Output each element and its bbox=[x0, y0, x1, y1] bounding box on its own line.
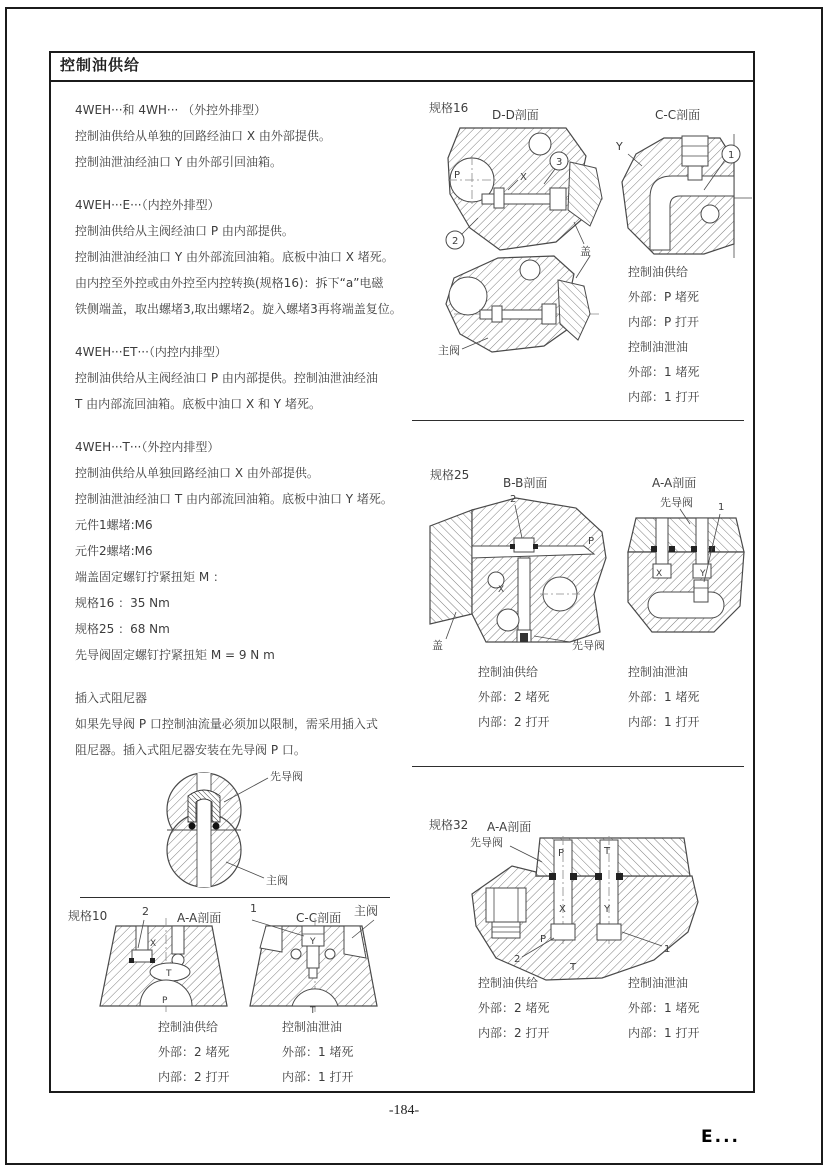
main-valve-label: 主阀 bbox=[438, 344, 460, 357]
spec25-section-bb-title: B-B剖面 bbox=[503, 476, 548, 490]
caption-title: 控制油泄油 bbox=[628, 340, 689, 354]
spec32-label: 规格32 bbox=[429, 818, 469, 832]
item-2-label: 2 bbox=[510, 494, 517, 505]
port-p-label: P bbox=[162, 996, 168, 1006]
spec32-section-aa-title: A-A剖面 bbox=[487, 820, 532, 834]
port-t-bottom-label: T bbox=[570, 962, 577, 973]
port-y-label: Y bbox=[310, 937, 316, 947]
text-section bbox=[75, 685, 411, 763]
spec25-label: 规格25 bbox=[430, 468, 470, 482]
section-line: 控制油泄油经油口 T 由内部流回油箱。底板中油口 Y 堵死。 bbox=[75, 492, 393, 506]
text-section bbox=[75, 192, 411, 322]
port-y-label: Y bbox=[604, 904, 611, 915]
spec10-item-1-label: 1 bbox=[250, 902, 257, 915]
item-3-balloon: 3 bbox=[556, 157, 563, 168]
caption-title: 控制油供给 bbox=[158, 1020, 219, 1034]
port-p-label: P bbox=[588, 536, 595, 547]
section-heading: 4WEH···ET···（内控内排型） bbox=[75, 345, 227, 359]
section-line: 先导阀固定螺钉拧紧扭矩 M = 9 N m bbox=[75, 648, 275, 662]
caption-line: 外部：1 堵死 bbox=[628, 690, 700, 704]
spec25-aa-section-drawing bbox=[618, 492, 754, 644]
section-divider bbox=[412, 420, 744, 421]
section-line: 阻尼器。插入式阻尼器安装在先导阀 P 口。 bbox=[75, 743, 306, 757]
caption-line: 内部：1 打开 bbox=[282, 1070, 354, 1084]
cover-label: 盖 bbox=[432, 639, 443, 652]
section-line: 元件1螺堵:M6 bbox=[75, 518, 153, 532]
item-1-balloon: 1 bbox=[728, 150, 735, 161]
caption-title: 控制油供给 bbox=[628, 265, 689, 279]
caption-title: 控制油供给 bbox=[478, 976, 539, 990]
page-title: 控制油供给 bbox=[51, 53, 753, 82]
spec16-dd-section-drawing bbox=[438, 122, 610, 258]
spec10-drain-caption bbox=[282, 1015, 353, 1090]
spec10-section-aa-title: A-A剖面 bbox=[177, 911, 222, 925]
caption-title: 控制油泄油 bbox=[628, 976, 689, 990]
section-line: 规格25 ：68 Nm bbox=[75, 622, 170, 636]
main-valve-label: 主阀 bbox=[266, 874, 288, 887]
spec32-aa-section-drawing bbox=[452, 832, 718, 988]
port-t-top-label: T bbox=[604, 846, 611, 857]
text-section bbox=[75, 97, 411, 175]
spec10-section-cc-title: C-C剖面 bbox=[296, 911, 342, 925]
page-number: -184- bbox=[388, 1103, 420, 1118]
caption-title: 控制油供给 bbox=[478, 665, 539, 679]
caption-line: 内部：1 打开 bbox=[628, 390, 700, 404]
brand-mark: E... bbox=[701, 1127, 740, 1147]
caption-line: 外部：1 堵死 bbox=[282, 1045, 354, 1059]
spec16-section-dd-title: D-D剖面 bbox=[492, 108, 539, 122]
caption-line: 内部：2 打开 bbox=[158, 1070, 230, 1084]
section-line: 由内控至外控或由外控至内控转换(规格16)：拆下“a”电磁 bbox=[75, 276, 384, 290]
spec10-supply-caption bbox=[158, 1015, 229, 1090]
section-line: 控制油供给从单独的回路经油口 X 由外部提供。 bbox=[75, 129, 331, 143]
port-t-label: T bbox=[166, 969, 172, 979]
spec16-caption bbox=[628, 260, 699, 410]
caption-line: 内部：1 打开 bbox=[628, 1026, 700, 1040]
spec25-drain-caption bbox=[628, 660, 699, 735]
caption-line: 外部：1 堵死 bbox=[628, 1001, 700, 1015]
section-line: 元件2螺堵:M6 bbox=[75, 544, 153, 558]
cover-label: 盖 bbox=[580, 245, 591, 258]
caption-line: 外部：2 堵死 bbox=[478, 1001, 550, 1015]
spec32-drain-caption bbox=[628, 971, 699, 1046]
left-text-column bbox=[75, 97, 411, 780]
spec16-section-cc-title: C-C剖面 bbox=[655, 108, 701, 122]
section-line: 控制油泄油经油口 Y 由外部引回油箱。 bbox=[75, 155, 282, 169]
port-x-label: X bbox=[656, 569, 663, 579]
spec25-section-aa-title: A-A剖面 bbox=[652, 476, 697, 490]
section-line: 控制油泄油经油口 Y 由外部流回油箱。底板中油口 X 堵死。 bbox=[75, 250, 394, 264]
caption-line: 外部：2 堵死 bbox=[478, 690, 550, 704]
spec25-supply-caption bbox=[478, 660, 549, 735]
section-line: 端盖固定螺钉拧紧扭矩 M ： bbox=[75, 570, 225, 584]
text-section bbox=[75, 339, 411, 417]
section-line: 如果先导阀 P 口控制油流量必须加以限制，需采用插入式 bbox=[75, 717, 378, 731]
port-y-label: Y bbox=[700, 569, 706, 579]
item-2-label: 2 bbox=[514, 954, 521, 965]
caption-title: 控制油泄油 bbox=[282, 1020, 343, 1034]
port-x-label: X bbox=[498, 585, 505, 595]
spec16-label: 规格16 bbox=[429, 101, 469, 115]
section-heading: 插入式阻尼器 bbox=[75, 691, 148, 705]
spec10-aa-section-drawing bbox=[96, 918, 232, 1014]
port-p-top-label: P bbox=[558, 848, 565, 859]
caption-title: 控制油泄油 bbox=[628, 665, 689, 679]
section-heading: 4WEH···和 4WH··· （外控外排型） bbox=[75, 103, 267, 117]
section-line: 控制油供给从单独回路经油口 X 由外部提供。 bbox=[75, 466, 319, 480]
plug-in-damper-drawing bbox=[128, 766, 318, 890]
spec25-bb-section-drawing bbox=[424, 492, 610, 652]
section-line: 控制油供给从主阀经油口 P 由内部提供。 bbox=[75, 224, 294, 238]
section-line: 控制油供给从主阀经油口 P 由内部提供。控制油泄油经油 bbox=[75, 371, 378, 385]
caption-line: 内部：1 打开 bbox=[628, 715, 700, 729]
port-x-label: X bbox=[520, 172, 527, 183]
pilot-valve-label: 先导阀 bbox=[270, 770, 303, 783]
spec16-cc-section-drawing bbox=[608, 126, 754, 262]
spec10-cc-section-drawing bbox=[246, 918, 382, 1014]
caption-line: 内部：2 打开 bbox=[478, 715, 550, 729]
spec10-item-2-label: 2 bbox=[142, 905, 149, 918]
spec32-supply-caption bbox=[478, 971, 549, 1046]
port-x-label: X bbox=[559, 904, 566, 915]
port-y-label: Y bbox=[616, 140, 623, 153]
section-line: 铁侧端盖，取出螺堵3,取出螺堵2。旋入螺堵3再将端盖复位。 bbox=[75, 302, 402, 316]
caption-line: 外部：2 堵死 bbox=[158, 1045, 230, 1059]
port-p-label: P bbox=[454, 170, 461, 181]
section-line: 规格16 ：35 Nm bbox=[75, 596, 170, 610]
port-t-label: T bbox=[310, 1006, 316, 1016]
port-x-label: X bbox=[150, 939, 157, 949]
pilot-valve-label: 先导阀 bbox=[660, 496, 693, 509]
caption-line: 外部：P 堵死 bbox=[628, 290, 700, 304]
item-2-balloon: 2 bbox=[452, 236, 459, 247]
spec10-label: 规格10 bbox=[68, 909, 108, 923]
pilot-valve-label: 先导阀 bbox=[572, 639, 605, 652]
caption-line: 外部：1 堵死 bbox=[628, 365, 700, 379]
text-section bbox=[75, 434, 411, 668]
caption-line: 内部：P 打开 bbox=[628, 315, 700, 329]
section-heading: 4WEH···T···（外控内排型） bbox=[75, 440, 220, 454]
item-1-label: 1 bbox=[664, 944, 671, 955]
caption-line: 内部：2 打开 bbox=[478, 1026, 550, 1040]
port-p-bottom-label: P bbox=[540, 934, 547, 945]
section-line: T 由内部流回油箱。底板中油口 X 和 Y 堵死。 bbox=[75, 397, 321, 411]
pilot-valve-label: 先导阀 bbox=[470, 836, 503, 849]
section-divider bbox=[80, 897, 390, 898]
item-1-label: 1 bbox=[718, 502, 725, 513]
spec16-main-valve-drawing bbox=[436, 250, 606, 358]
section-heading: 4WEH···E···（内控外排型） bbox=[75, 198, 220, 212]
section-divider bbox=[412, 766, 744, 767]
spec10-main-valve-label: 主阀 bbox=[354, 904, 379, 918]
